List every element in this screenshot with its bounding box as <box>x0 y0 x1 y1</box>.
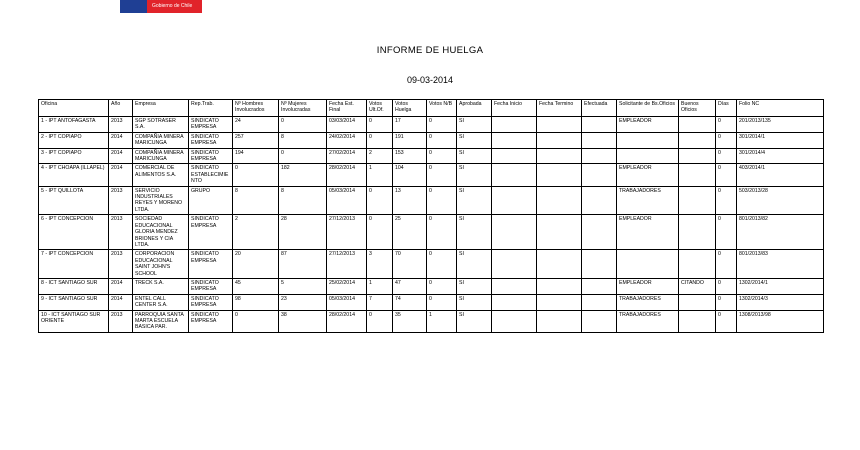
table-cell <box>679 294 716 310</box>
column-header: Buenos Oficios <box>679 100 716 117</box>
table-cell: SERVICIO INDUSTRIALES REYES Y MORENO LTDA. <box>133 186 189 215</box>
table-cell: 35 <box>393 310 427 332</box>
table-cell: 403/2014/1 <box>737 164 824 186</box>
table-cell <box>492 148 537 164</box>
column-header: Fecha Termino <box>537 100 582 117</box>
table-cell: GRUPO <box>189 186 233 215</box>
table-cell <box>492 186 537 215</box>
table-cell: 3 <box>367 250 393 279</box>
column-header: Efectuada <box>582 100 617 117</box>
table-cell <box>537 148 582 164</box>
table-cell: 5 - IPT QUILLOTA <box>39 186 109 215</box>
table-cell: 153 <box>393 148 427 164</box>
table-cell: 0 <box>367 186 393 215</box>
column-header: Oficina <box>39 100 109 117</box>
table-row <box>39 186 824 215</box>
strike-report-table <box>38 99 824 333</box>
table-row <box>39 294 824 310</box>
column-header: Solicitante de Bs.Oficios <box>617 100 679 117</box>
table-cell: 104 <box>393 164 427 186</box>
table-cell: 25 <box>393 215 427 250</box>
table-cell: COMERCIAL DE ALIMENTOS S.A. <box>133 164 189 186</box>
table-cell: 3 - IPT COPIAPO <box>39 148 109 164</box>
table-cell: 47 <box>393 278 427 294</box>
table-cell <box>679 250 716 279</box>
table-row <box>39 250 824 279</box>
column-header: Año <box>109 100 133 117</box>
table-cell <box>492 117 537 133</box>
table-cell: SI <box>457 164 492 186</box>
table-cell: SI <box>457 117 492 133</box>
table-cell <box>492 164 537 186</box>
table-cell <box>537 117 582 133</box>
table-cell: 0 <box>367 132 393 148</box>
table-row <box>39 215 824 250</box>
table-cell: 0 <box>427 164 457 186</box>
table-cell: EMPLEADOR <box>617 278 679 294</box>
table-cell <box>537 164 582 186</box>
table-cell: 0 <box>233 164 279 186</box>
table-cell <box>617 148 679 164</box>
table-cell: 27/02/2014 <box>327 148 367 164</box>
column-header: Aprobada <box>457 100 492 117</box>
table-cell: EMPLEADOR <box>617 215 679 250</box>
table-cell: 2014 <box>109 164 133 186</box>
table-cell: SINDICATO EMPRESA <box>189 117 233 133</box>
table-cell: SINDICATO EMPRESA <box>189 215 233 250</box>
column-header: Fecha Inicio <box>492 100 537 117</box>
table-cell: 28/02/2014 <box>327 164 367 186</box>
table-cell: 20 <box>233 250 279 279</box>
table-cell: 1 - IPT ANTOFAGASTA <box>39 117 109 133</box>
table-cell: 191 <box>393 132 427 148</box>
table-cell: 2013 <box>109 250 133 279</box>
table-cell: 0 <box>716 117 737 133</box>
table-cell: 301/2014/1 <box>737 132 824 148</box>
table-cell: SI <box>457 250 492 279</box>
table-cell: SOCIEDAD EDUCACIONAL GLORIA MENDEZ BRIONES Y CIA LTDA. <box>133 215 189 250</box>
table-cell: 0 <box>716 186 737 215</box>
table-cell <box>582 250 617 279</box>
table-cell <box>679 215 716 250</box>
table-cell: 0 <box>427 215 457 250</box>
table-cell <box>582 132 617 148</box>
table-cell: PARROQUIA SANTA MARTA ESCUELA BASICA PAR. <box>133 310 189 332</box>
table-cell: SI <box>457 132 492 148</box>
table-cell: 38 <box>279 310 327 332</box>
table-cell <box>492 132 537 148</box>
table-cell <box>679 132 716 148</box>
table-cell <box>492 250 537 279</box>
column-header: Nº Hombres Involucrados <box>233 100 279 117</box>
table-cell <box>537 250 582 279</box>
table-cell <box>537 294 582 310</box>
table-cell: SGP SOTRASER S.A. <box>133 117 189 133</box>
table-cell <box>492 294 537 310</box>
table-cell: 45 <box>233 278 279 294</box>
table-cell: 1302/2014/1 <box>737 278 824 294</box>
table-cell: 8 <box>279 132 327 148</box>
table-cell: SINDICATO EMPRESA <box>189 310 233 332</box>
table-cell: 28/02/2014 <box>327 310 367 332</box>
table-cell: SI <box>457 278 492 294</box>
table-cell: 0 <box>427 250 457 279</box>
table-cell: 1 <box>367 164 393 186</box>
table-cell <box>582 117 617 133</box>
table-cell <box>582 164 617 186</box>
table-cell: 27/12/2013 <box>327 250 367 279</box>
table-cell: SINDICATO EMPRESA <box>189 148 233 164</box>
table-cell: SINDICATO EMPRESA <box>189 250 233 279</box>
table-cell: 03/03/2014 <box>327 117 367 133</box>
gobierno-logo <box>120 0 202 13</box>
table-cell: 7 - IPT CONCEPCION <box>39 250 109 279</box>
table-cell <box>537 278 582 294</box>
table-cell: 17 <box>393 117 427 133</box>
table-cell: 2 <box>367 148 393 164</box>
table-cell: SINDICATO ESTABLECIMIENTO <box>189 164 233 186</box>
table-cell: 2013 <box>109 310 133 332</box>
table-cell: 2013 <box>109 117 133 133</box>
table-cell: 0 <box>427 186 457 215</box>
table-cell <box>679 186 716 215</box>
table-cell: 0 <box>427 132 457 148</box>
table-cell: 0 <box>427 278 457 294</box>
table-cell: 9 - ICT SANTIAGO SUR <box>39 294 109 310</box>
table-cell: 0 <box>716 215 737 250</box>
table-cell: 0 <box>716 294 737 310</box>
table-cell: 182 <box>279 164 327 186</box>
table-cell <box>582 186 617 215</box>
table-cell: 2014 <box>109 278 133 294</box>
table-cell: TRABAJADORES <box>617 186 679 215</box>
table-row <box>39 148 824 164</box>
table-cell: 1308/2013/98 <box>737 310 824 332</box>
column-header: Votos N/B <box>427 100 457 117</box>
table-cell: 28 <box>279 215 327 250</box>
table-cell: TRABAJADORES <box>617 294 679 310</box>
logo-text: Gobierno de Chile <box>152 3 193 9</box>
table-body <box>39 117 824 333</box>
table-cell: SINDICATO EMPRESA <box>189 278 233 294</box>
table-cell: SI <box>457 148 492 164</box>
column-header: Empresa <box>133 100 189 117</box>
table-cell <box>679 117 716 133</box>
report-title: INFORME DE HUELGA <box>376 45 484 56</box>
logo-blue-block <box>120 0 147 13</box>
table-cell <box>679 310 716 332</box>
table-cell: SINDICATO EMPRESA <box>189 132 233 148</box>
table-cell: 87 <box>279 250 327 279</box>
table-cell: 27/12/2013 <box>327 215 367 250</box>
table-cell: 7 <box>367 294 393 310</box>
table-row <box>39 132 824 148</box>
table-cell <box>679 164 716 186</box>
column-header: Fecha Est. Final <box>327 100 367 117</box>
table-cell: 4 - IPT CHOAPA (ILLAPEL) <box>39 164 109 186</box>
table-cell <box>582 310 617 332</box>
table-cell: 0 <box>427 294 457 310</box>
table-cell: 0 <box>716 278 737 294</box>
table-cell <box>537 186 582 215</box>
table-cell: 0 <box>427 148 457 164</box>
table-cell <box>537 215 582 250</box>
table-cell <box>582 148 617 164</box>
table-cell: 801/2013/83 <box>737 250 824 279</box>
table-row <box>39 310 824 332</box>
table-cell: 194 <box>233 148 279 164</box>
table-cell <box>582 215 617 250</box>
table-cell <box>679 148 716 164</box>
table-cell: 0 <box>367 117 393 133</box>
table-cell <box>492 310 537 332</box>
table-cell: 70 <box>393 250 427 279</box>
table-cell: 2 <box>233 215 279 250</box>
column-header: Días <box>716 100 737 117</box>
table-cell: 24 <box>233 117 279 133</box>
table-cell <box>617 250 679 279</box>
column-header: Votos Ult.Of. <box>367 100 393 117</box>
table-cell: 98 <box>233 294 279 310</box>
table-cell <box>582 278 617 294</box>
table-cell: COMPAÑIA MINERA MARICUNGA <box>133 132 189 148</box>
table-cell: 2014 <box>109 148 133 164</box>
table-cell: 8 <box>233 186 279 215</box>
table-cell: 0 <box>716 310 737 332</box>
table-cell: 1 <box>367 278 393 294</box>
table-cell: 2 - IPT COPIAPO <box>39 132 109 148</box>
table-cell: 503/2013/28 <box>737 186 824 215</box>
table-cell: 1302/2014/3 <box>737 294 824 310</box>
table-cell: 2014 <box>109 132 133 148</box>
table-cell: 0 <box>233 310 279 332</box>
table-cell: 10 - ICT SANTIAGO SUR ORIENTE <box>39 310 109 332</box>
table-cell: 0 <box>716 132 737 148</box>
table-cell: 8 - ICT SANTIAGO SUR <box>39 278 109 294</box>
table-row <box>39 117 824 133</box>
table-cell: 74 <box>393 294 427 310</box>
table-cell: EMPLEADOR <box>617 117 679 133</box>
table-header-row <box>39 100 824 117</box>
table-cell: COMPAÑIA MINERA MARICUNGA <box>133 148 189 164</box>
table-cell: 801/2013/82 <box>737 215 824 250</box>
table-cell: 0 <box>279 148 327 164</box>
table-cell: 13 <box>393 186 427 215</box>
table-cell: 1 <box>427 310 457 332</box>
table-cell: 2013 <box>109 186 133 215</box>
table-cell: ENTEL CALL CENTER S.A. <box>133 294 189 310</box>
table-cell: SI <box>457 294 492 310</box>
table-row <box>39 164 824 186</box>
table-cell: TRABAJADORES <box>617 310 679 332</box>
table-cell: 0 <box>716 164 737 186</box>
table-cell <box>492 215 537 250</box>
table-cell <box>492 278 537 294</box>
table-cell: 25/02/2014 <box>327 278 367 294</box>
table-cell: 201/2013/135 <box>737 117 824 133</box>
table-cell: 24/02/2014 <box>327 132 367 148</box>
table-cell <box>537 132 582 148</box>
table-row <box>39 278 824 294</box>
table-cell <box>582 294 617 310</box>
table-cell: TRECK S.A. <box>133 278 189 294</box>
column-header: Rep.Trab. <box>189 100 233 117</box>
table-cell: 23 <box>279 294 327 310</box>
table-cell: 0 <box>427 117 457 133</box>
table-cell <box>617 132 679 148</box>
table-cell: SI <box>457 215 492 250</box>
table-cell: SINDICATO EMPRESA <box>189 294 233 310</box>
table-cell: 0 <box>716 148 737 164</box>
table-cell: 6 - IPT CONCEPCION <box>39 215 109 250</box>
table-cell: 8 <box>279 186 327 215</box>
column-header: Folio NC <box>737 100 824 117</box>
table-cell: EMPLEADOR <box>617 164 679 186</box>
table-cell: 05/03/2014 <box>327 186 367 215</box>
table-cell: SI <box>457 310 492 332</box>
table-cell: 2014 <box>109 294 133 310</box>
table-cell: 0 <box>367 215 393 250</box>
table-cell: 301/2014/4 <box>737 148 824 164</box>
table-cell: 0 <box>279 117 327 133</box>
table-cell: 0 <box>716 250 737 279</box>
column-header: Votos Huelga <box>393 100 427 117</box>
table-cell: 05/03/2014 <box>327 294 367 310</box>
report-date: 09-03-2014 <box>406 75 454 85</box>
table-cell: 0 <box>367 310 393 332</box>
column-header: Nº Mujeres Involucradas <box>279 100 327 117</box>
table-cell <box>537 310 582 332</box>
table-cell: 2013 <box>109 215 133 250</box>
table-cell: 257 <box>233 132 279 148</box>
table-cell: SI <box>457 186 492 215</box>
table-cell: CITANDO <box>679 278 716 294</box>
table-cell: 5 <box>279 278 327 294</box>
table-cell: CORPORACION EDUCACIONAL SAINT JOHN'S SCHOOL <box>133 250 189 279</box>
